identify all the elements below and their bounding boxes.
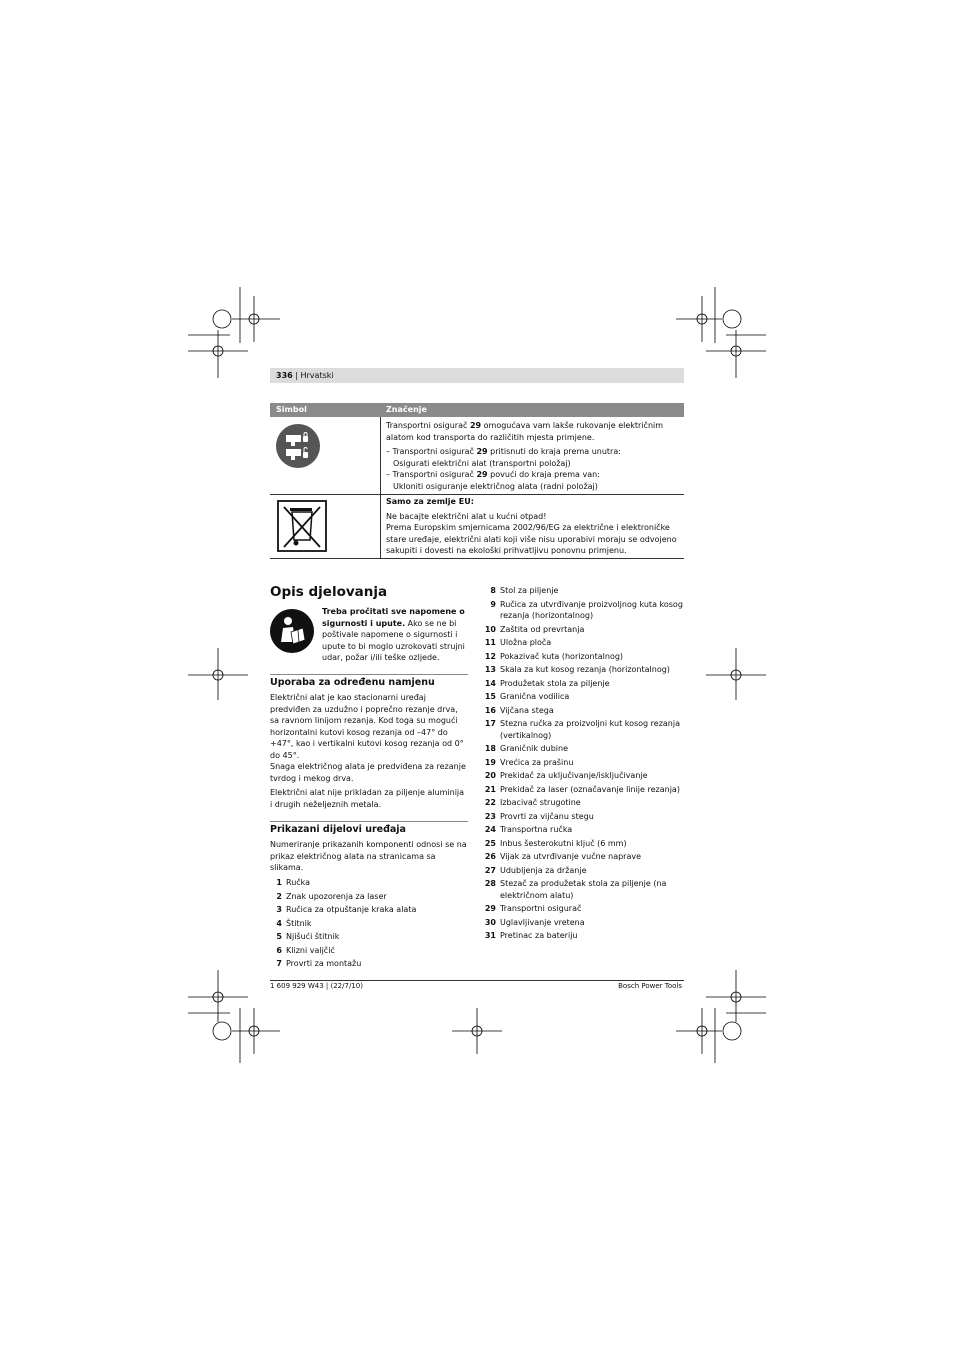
component-number: 20 — [484, 771, 496, 780]
component-number: 26 — [484, 852, 496, 861]
component-number: 10 — [484, 624, 496, 634]
component-number: 13 — [484, 665, 496, 674]
table-row-divider — [270, 494, 684, 495]
component-number: 11 — [484, 638, 496, 647]
component-item — [270, 958, 468, 970]
components-title: Prikazani dijelovi uređaja — [270, 824, 406, 835]
component-label: Granična vodilica — [500, 692, 570, 701]
component-number: 28 — [484, 879, 496, 888]
component-number: 23 — [484, 811, 496, 821]
component-item — [484, 743, 684, 755]
component-item — [484, 705, 684, 717]
component-label: Provrti za montažu — [286, 959, 362, 968]
component-label: Ručka — [286, 878, 311, 887]
table-bottom-rule — [270, 558, 684, 559]
component-item — [484, 678, 684, 690]
component-number: 6 — [276, 945, 282, 955]
component-number: 21 — [484, 784, 496, 794]
component-label: Pretinac za bateriju — [500, 931, 578, 940]
component-item — [484, 811, 684, 823]
component-item — [270, 877, 468, 889]
subsection-rule — [270, 821, 468, 822]
section-title: Opis djelovanja — [270, 584, 388, 600]
component-item — [484, 878, 684, 901]
component-label: Ručica za utvrđivanje proizvoljnog kuta kosog rezanja (horizontalnog) — [500, 599, 683, 620]
component-number: 25 — [484, 838, 496, 848]
component-item — [484, 757, 684, 769]
symbol-table-header — [270, 403, 684, 417]
component-item — [484, 930, 684, 942]
component-label: Njišući štitnik — [286, 932, 340, 941]
component-number: 12 — [484, 651, 496, 661]
component-item — [484, 917, 684, 929]
page-header: 336 | Hrvatski — [270, 368, 684, 383]
component-label: Stol za piljenje — [500, 586, 559, 595]
component-label: Vijčana stega — [500, 705, 554, 715]
component-item — [484, 797, 684, 809]
components-intro: Numeriranje prikazanih komponenti odnosi se na prikaz električnog alata na stranicama sa slikama. — [270, 840, 467, 872]
component-item — [270, 904, 468, 916]
footer-brand: Bosch Power Tools — [618, 982, 682, 990]
component-number: 1 — [276, 878, 282, 887]
component-label: Ručica za otpuštanje kraka alata — [286, 905, 417, 914]
read-manual-icon — [269, 608, 315, 654]
component-item — [484, 637, 684, 649]
component-label: Stezna ručka za proizvoljni kut kosog rezanja (vertikalnog) — [500, 719, 681, 740]
component-label: Produžetak stola za piljenje — [500, 678, 610, 688]
component-number: 29 — [484, 904, 496, 913]
component-label: Izbacivač strugotine — [500, 798, 581, 807]
components-list-right — [484, 585, 684, 944]
component-label: Vrećica za prašinu — [500, 757, 574, 767]
component-number: 19 — [484, 757, 496, 767]
subsection-rule — [270, 674, 468, 675]
component-label: Prekidač za uključivanje/isključivanje — [500, 771, 648, 780]
component-label: Znak upozorenja za laser — [286, 891, 387, 901]
component-item — [484, 784, 684, 796]
component-number: 8 — [490, 586, 496, 595]
component-number: 16 — [484, 705, 496, 715]
component-item — [484, 838, 684, 850]
component-label: Uložna ploča — [500, 638, 552, 647]
component-number: 18 — [484, 744, 496, 753]
component-number: 9 — [490, 599, 496, 609]
components-list-left — [270, 877, 468, 972]
component-label: Inbus šesterokutni ključ (6 mm) — [500, 838, 627, 848]
footer-doc-id: 1 609 929 W43 | (22/7/10) — [270, 982, 363, 990]
component-number: 31 — [484, 931, 496, 940]
crossed-bin-icon — [277, 500, 327, 552]
component-label: Štitnik — [286, 918, 312, 928]
component-item — [484, 651, 684, 663]
page-number: 336 — [276, 371, 293, 380]
col-meaning: Značenje — [386, 405, 427, 414]
component-number: 14 — [484, 678, 496, 688]
component-number: 15 — [484, 692, 496, 701]
safety-warning: Treba pročitati sve napomene o sigurnosti i upute. Ako se ne bi poštivale napomene o sigurnosti i upute to bi moglo uzrokovati strujni udar, požar i/ili teške ozljede. — [322, 607, 465, 662]
component-number: 4 — [276, 918, 282, 928]
component-item — [484, 851, 684, 863]
component-item — [484, 585, 684, 597]
intended-use-title: Uporaba za određenu namjenu — [270, 677, 435, 688]
component-label: Vijak za utvrđivanje vučne naprave — [500, 852, 642, 861]
component-item — [484, 691, 684, 703]
component-item — [484, 624, 684, 636]
component-label: Klizni valjčić — [286, 945, 335, 955]
component-number: 30 — [484, 917, 496, 927]
component-number: 24 — [484, 825, 496, 834]
component-item — [270, 945, 468, 957]
component-number: 7 — [276, 959, 282, 968]
component-item — [484, 903, 684, 915]
component-label: Transportna ručka — [500, 825, 573, 834]
component-item — [270, 918, 468, 930]
transport-lock-icon — [275, 423, 321, 469]
component-label: Skala za kut kosog rezanja (horizontalnog) — [500, 665, 670, 674]
eu-disposal-notice: Samo za zemlje EU: Ne bacajte električni alat u kućni otpad! Prema Europskim smjernicama 2002/96/EG za električne i elektroničke stare uređaje, električni alati koji više nisu uporabivi moraju se odvojeno sakupiti i dovesti na ekološki prihvatljivu ponovnu primjenu. — [386, 497, 677, 555]
component-number: 22 — [484, 798, 496, 807]
component-item — [484, 770, 684, 782]
component-item — [270, 891, 468, 903]
component-item — [484, 865, 684, 877]
component-label: Graničnik dubine — [500, 744, 568, 753]
footer-rule — [270, 980, 684, 981]
component-item — [484, 664, 684, 676]
component-number: 5 — [276, 932, 282, 941]
component-label: Transportni osigurač — [500, 904, 582, 913]
col-symbol: Simbol — [276, 405, 307, 414]
component-label: Pokazivač kuta (horizontalnog) — [500, 651, 624, 661]
component-item — [270, 931, 468, 943]
table-column-divider — [380, 417, 381, 558]
component-number: 2 — [276, 891, 282, 901]
component-number: 3 — [276, 905, 282, 914]
transport-lock-description: Transportni osigurač 29 omogućava vam lakše rukovanje električnim alatom kod transporta do različitih mjesta primjene. – Transportni osigurač 29 pritisnuti do kraja prema unutra: Osigurati električni alat (transportni položaj) – Transportni osigurač 29 povući do kraja prema van: Ukloniti osiguranje električnog alata (radni položaj) — [386, 421, 664, 491]
component-label: Provrti za vijčanu stegu — [500, 811, 594, 821]
component-label: Prekidač za laser (označavanje linije rezanja) — [500, 784, 680, 794]
component-label: Zaštita od prevrtanja — [500, 624, 585, 634]
intended-use-text: Električni alat je kao stacionarni uređaj predviđen za uzdužno i poprečno rezanje drva, sa ravnom linijom rezanja. Kod toga su mogući horizontalni kutovi kosog rezanja od –47° do +47°, kao i vertikalni kutovi kosog rezanja od 0° do 45°. Snaga električnog alata je predviđena za rezanje tvrdog i mekog drva. Električni alat nije prikladan za piljenje aluminija i drugih neželjeznih metala. — [270, 693, 466, 809]
component-label: Udubljenja za držanje — [500, 865, 587, 875]
component-item — [484, 599, 684, 622]
component-number: 17 — [484, 719, 496, 728]
header-section: Hrvatski — [300, 371, 334, 380]
component-number: 27 — [484, 865, 496, 875]
component-item — [484, 824, 684, 836]
component-item — [484, 718, 684, 741]
component-label: Stezač za produžetak stola za piljenje (na električnom alatu) — [500, 879, 667, 900]
component-label: Uglavljivanje vretena — [500, 917, 585, 927]
